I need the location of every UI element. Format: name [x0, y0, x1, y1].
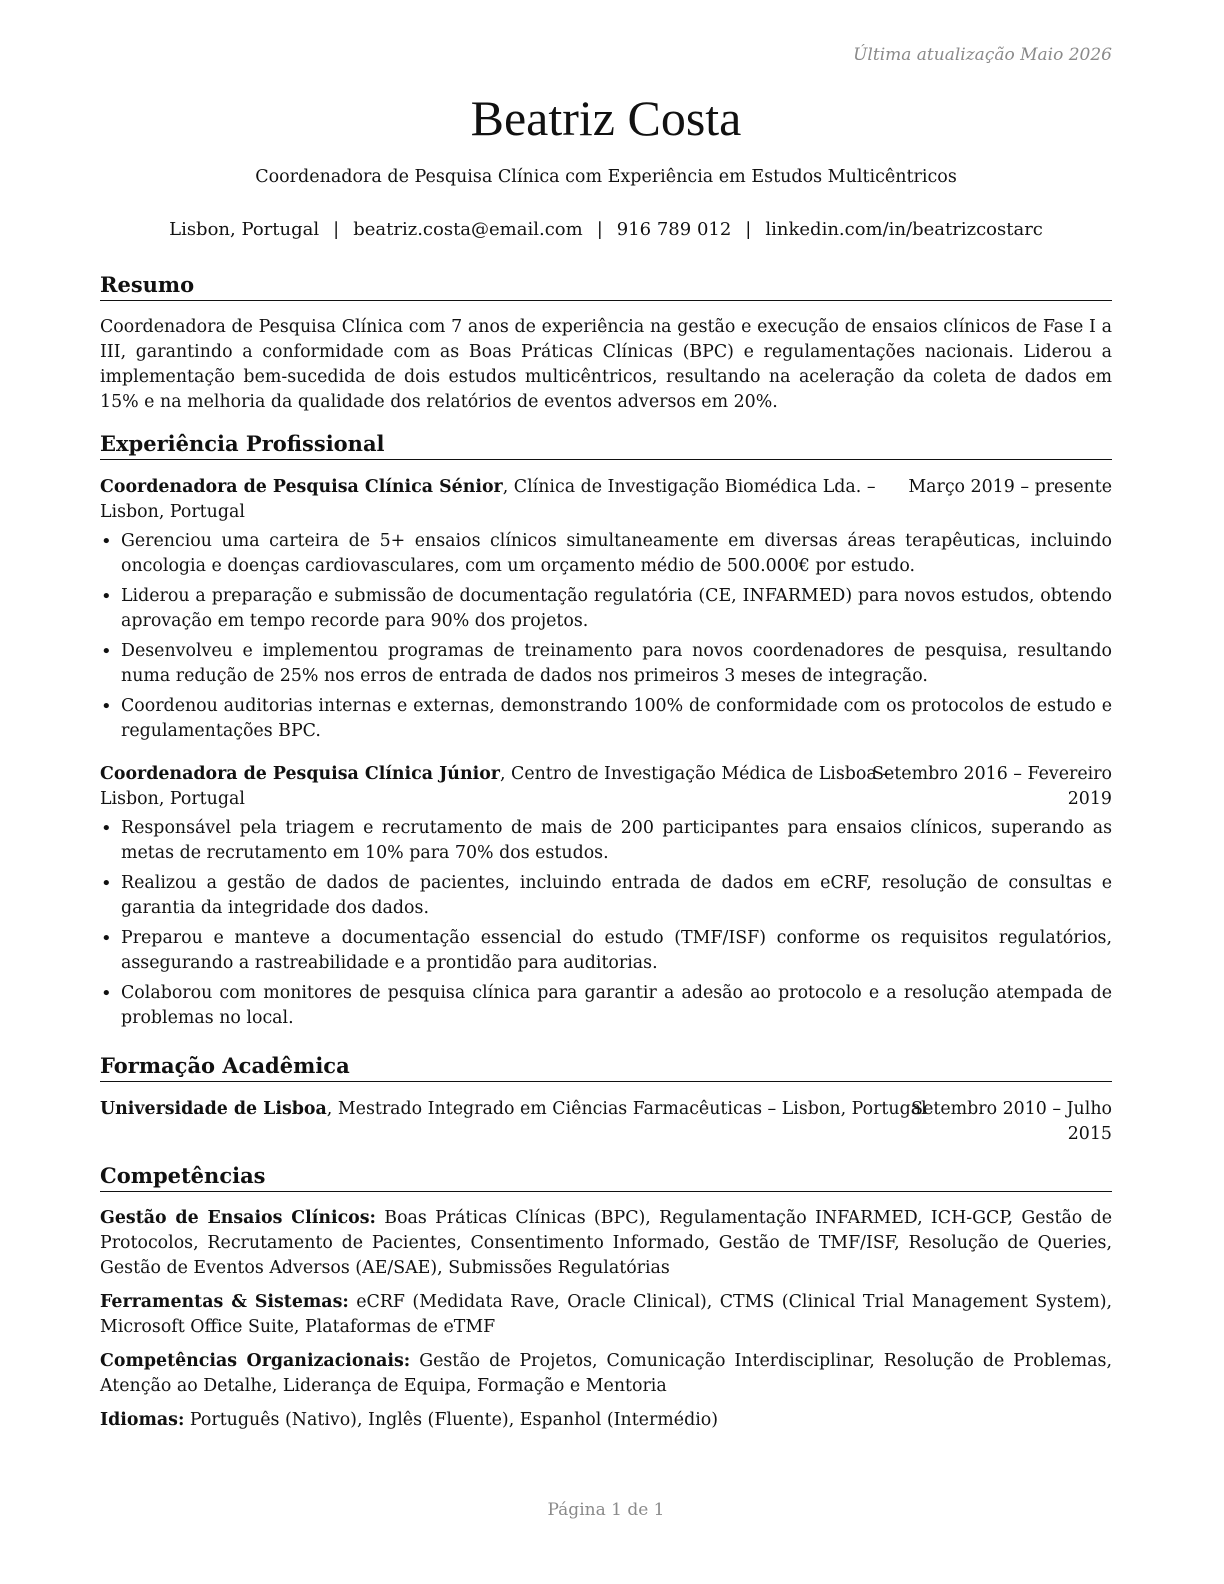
job-entry: [100, 475, 1112, 744]
skill-label: Competências Organizacionais:: [100, 1351, 411, 1371]
section-title: Resumo: [100, 271, 1112, 301]
job-entry: [100, 762, 1112, 1031]
last-updated-note: Última atualização Maio 2026: [853, 45, 1112, 65]
summary-section: [100, 271, 1112, 415]
skill-group: [100, 1408, 1112, 1433]
headline: Coordenadora de Pesquisa Clínica com Experiência em Estudos Multicêntricos: [255, 167, 957, 187]
job-header: [100, 762, 1112, 812]
list-item: • Gerenciou uma carteira de 5+ ensaios clínicos simultaneamente em diversas áreas terapêuticas, incluindo oncologia e doenças cardiovasculares, com um orçamento médio de 500.000€ por estudo.: [100, 529, 1112, 579]
job-org: , Clínica de Investigação Biomédica Lda. –: [502, 477, 876, 497]
section-title: Formação Acadêmica: [100, 1052, 1112, 1082]
list-item: • Realizou a gestão de dados de pacientes, incluindo entrada de dados em eCRF, resolução de consultas e garantia da integridade dos dados.: [100, 871, 1112, 921]
contact-linkedin[interactable]: linkedin.com/in/beatrizcostarc: [765, 219, 1043, 240]
job-header: [100, 475, 1112, 525]
contact-phone: 916 789 012: [616, 219, 732, 240]
skill-group: [100, 1349, 1112, 1399]
skill-text: Português (Nativo), Inglês (Fluente), Espanhol (Intermédio): [184, 1410, 719, 1430]
school-name: Universidade de Lisboa: [100, 1099, 327, 1119]
page-number: Página 1 de 1: [547, 1500, 665, 1520]
job-date-line: 2019: [1067, 789, 1112, 809]
skill-text: Gestão de Projetos, Comunicação Interdisciplinar, Resolução de Problemas, Atenção ao Detalhe, Liderança de Equipa, Formação e Mentoria: [100, 1351, 1112, 1396]
education-date-line: Setembro 2010 – Julho: [911, 1099, 1112, 1119]
skill-label: Idiomas:: [100, 1410, 185, 1430]
job-location: Lisbon, Portugal: [100, 502, 245, 522]
skill-group: [100, 1206, 1112, 1281]
job-role: Coordenadora de Pesquisa Clínica Júnior: [100, 764, 500, 784]
job-date: Março 2019 – presente: [908, 477, 1112, 497]
skill-text: Boas Práticas Clínicas (BPC), Regulamentação INFARMED, ICH-GCP, Gestão de Protocolos, Recrutamento de Pacientes, Consentimento Informado, Gestão de TMF/ISF, Resolução de Queries, Gestão de Eventos Adversos (AE/SAE), Submissões Regulatórias: [100, 1208, 1113, 1278]
candidate-name: Beatriz Costa: [470, 90, 742, 146]
section-title: Experiência Profissional: [100, 430, 1112, 460]
list-item: • Desenvolveu e implementou programas de treinamento para novos coordenadores de pesquisa, resultando numa redução de 25% nos erros de entrada de dados nos primeiros 3 meses de integração.: [100, 639, 1112, 689]
list-item: • Coordenou auditorias internas e externas, demonstrando 100% de conformidade com os protocolos de estudo e regulamentações BPC.: [100, 694, 1112, 744]
separator: |: [745, 219, 752, 240]
job-date-line: Setembro 2016 – Fevereiro: [872, 764, 1112, 784]
education-entry: [100, 1097, 1112, 1147]
skill-label: Gestão de Ensaios Clínicos:: [100, 1208, 376, 1228]
summary-text: Coordenadora de Pesquisa Clínica com 7 anos de experiência na gestão e execução de ensaios clínicos de Fase I a III, garantindo a conformidade com as Boas Práticas Clínicas (BPC) e regulamentações nacionais. Liderou a implementação bem-sucedida de dois estudos multicêntricos, resultando na aceleração da coleta de dados em 15% e na melhoria da qualidade dos relatórios de eventos adversos em 20%.: [100, 317, 1112, 412]
skills-list: [100, 1206, 1112, 1433]
separator: |: [596, 219, 603, 240]
list-item: • Preparou e manteve a documentação essencial do estudo (TMF/ISF) conforme os requisitos regulatórios, assegurando a rastreabilidade e a prontidão para auditorias.: [100, 926, 1112, 976]
separator: |: [333, 219, 340, 240]
job-role: Coordenadora de Pesquisa Clínica Sénior: [100, 477, 503, 497]
degree-detail: , Mestrado Integrado em Ciências Farmacêuticas – Lisbon, Portugal: [326, 1099, 927, 1119]
education-date-line: 2015: [1067, 1124, 1112, 1144]
section-title: Competências: [100, 1162, 1112, 1192]
list-item: • Responsável pela triagem e recrutamento de mais de 200 participantes para ensaios clínicos, superando as metas de recrutamento em 10% para 70% dos estudos.: [100, 816, 1112, 866]
skills-section: [100, 1162, 1112, 1442]
list-item: • Liderou a preparação e submissão de documentação regulatória (CE, INFARMED) para novos estudos, obtendo aprovação em tempo recorde para 90% dos projetos.: [100, 584, 1112, 634]
contact-email[interactable]: beatriz.costa@email.com: [353, 219, 583, 240]
job-bullets: [100, 816, 1112, 1031]
job-location: Lisbon, Portugal: [100, 789, 245, 809]
list-item: • Colaborou com monitores de pesquisa clínica para garantir a adesão ao protocolo e a resolução atempada de problemas no local.: [100, 981, 1112, 1031]
education-section: [100, 1052, 1112, 1147]
contact-location: Lisbon, Portugal: [169, 219, 320, 240]
job-bullets: [100, 529, 1112, 744]
job-org: , Centro de Investigação Médica de Lisboa –: [499, 764, 891, 784]
contact-line: [0, 219, 1212, 240]
skill-group: [100, 1290, 1112, 1340]
skill-label: Ferramentas & Sistemas:: [100, 1292, 349, 1312]
education-date: [911, 1097, 1112, 1147]
skill-text: eCRF (Medidata Rave, Oracle Clinical), CTMS (Clinical Trial Management System), Microsoft Office Suite, Plataformas de eTMF: [100, 1292, 1113, 1337]
job-date: [872, 762, 1112, 812]
experience-section: [100, 430, 1112, 1036]
